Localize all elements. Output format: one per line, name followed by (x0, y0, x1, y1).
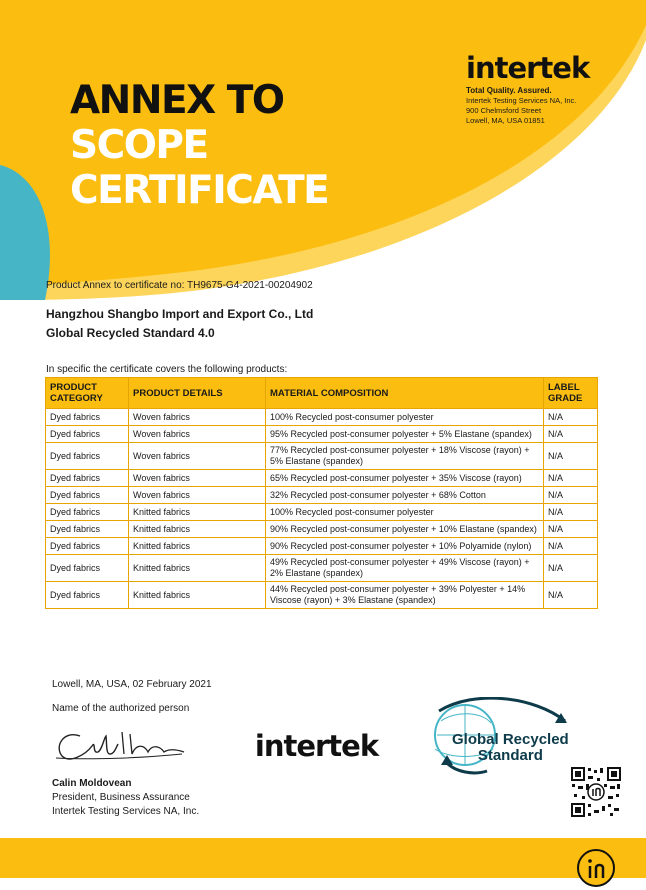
cell-composition: 77% Recycled post-consumer polyester + 18% Viscose (rayon) + 5% Elastane (spandex) (266, 443, 544, 470)
cell-grade: N/A (544, 504, 598, 521)
cell-details: Knitted fabrics (129, 521, 266, 538)
cell-category: Dyed fabrics (46, 443, 129, 470)
table-row (46, 582, 598, 609)
cell-details: Woven fabrics (129, 409, 266, 426)
title-line-3: CERTIFICATE (70, 168, 329, 213)
table-row (46, 487, 598, 504)
cell-composition: 65% Recycled post-consumer polyester + 35% Viscose (rayon) (266, 470, 544, 487)
cell-category: Dyed fabrics (46, 409, 129, 426)
cell-composition: 95% Recycled post-consumer polyester + 5% Elastane (spandex) (266, 426, 544, 443)
cell-grade: N/A (544, 538, 598, 555)
cell-category: Dyed fabrics (46, 555, 129, 582)
cell-composition: 32% Recycled post-consumer polyester + 68% Cotton (266, 487, 544, 504)
signer-title: President, Business Assurance (52, 792, 190, 803)
cell-details: Knitted fabrics (129, 555, 266, 582)
cell-grade: N/A (544, 521, 598, 538)
cell-category: Dyed fabrics (46, 538, 129, 555)
cell-category: Dyed fabrics (46, 426, 129, 443)
table-row (46, 555, 598, 582)
header-composition: MATERIAL COMPOSITION (266, 378, 544, 409)
cell-details: Woven fabrics (129, 487, 266, 504)
table-row (46, 521, 598, 538)
issuer-block (466, 52, 616, 126)
table-header-row (46, 378, 598, 409)
table-row (46, 538, 598, 555)
cell-category: Dyed fabrics (46, 487, 129, 504)
page-title (70, 78, 328, 213)
title-line-1: ANNEX TO (70, 78, 284, 123)
cell-composition: 90% Recycled post-consumer polyester + 10% Elastane (spandex) (266, 521, 544, 538)
header-details: PRODUCT DETAILS (129, 378, 266, 409)
cell-grade: N/A (544, 426, 598, 443)
cell-composition: 100% Recycled post-consumer polyester (266, 409, 544, 426)
issuer-address-3: Lowell, MA, USA 01851 (466, 116, 545, 125)
cell-details: Knitted fabrics (129, 582, 266, 609)
center-logo-text: intertek (254, 729, 379, 763)
products-table (45, 377, 598, 609)
cell-grade: N/A (544, 487, 598, 504)
table-row (46, 409, 598, 426)
table-row (46, 504, 598, 521)
signer-company: Intertek Testing Services NA, Inc. (52, 806, 200, 817)
title-line-2: SCOPE (70, 123, 208, 168)
cell-details: Knitted fabrics (129, 504, 266, 521)
cell-composition: 49% Recycled post-consumer polyester + 49% Viscose (rayon) + 2% Elastane (spandex) (266, 555, 544, 582)
signer-name: Calin Moldovean (52, 778, 132, 789)
cell-category: Dyed fabrics (46, 504, 129, 521)
cell-composition: 44% Recycled post-consumer polyester + 39% Polyester + 14% Viscose (rayon) + 3% Elastane (spandex) (266, 582, 544, 609)
table-row (46, 470, 598, 487)
cell-composition: 90% Recycled post-consumer polyester + 10% Polyamide (nylon) (266, 538, 544, 555)
cell-grade: N/A (544, 582, 598, 609)
issuer-tagline: Total Quality. Assured. (466, 86, 552, 95)
header-category: PRODUCT CATEGORY (46, 378, 129, 409)
standard-name: Global Recycled Standard 4.0 (46, 326, 215, 340)
header-grade: LABEL GRADE (544, 378, 598, 409)
intertek-logo: intertek (466, 51, 590, 85)
cell-details: Woven fabrics (129, 426, 266, 443)
place-date: Lowell, MA, USA, 02 February 2021 (52, 679, 212, 690)
cell-details: Knitted fabrics (129, 538, 266, 555)
issuer-address-1: Intertek Testing Services NA, Inc. (466, 96, 577, 105)
authorized-label: Name of the authorized person (52, 703, 190, 714)
cell-category: Dyed fabrics (46, 470, 129, 487)
grs-logo-text (452, 732, 569, 764)
cell-grade: N/A (544, 470, 598, 487)
cell-details: Woven fabrics (129, 443, 266, 470)
annex-number: Product Annex to certificate no: TH9675-G4-2021-00204902 (46, 280, 313, 291)
footer-bar (0, 838, 646, 878)
cell-grade: N/A (544, 409, 598, 426)
cell-details: Woven fabrics (129, 470, 266, 487)
cell-grade: N/A (544, 555, 598, 582)
cell-composition: 100% Recycled post-consumer polyester (266, 504, 544, 521)
intertek-center-logo (234, 715, 399, 777)
cell-grade: N/A (544, 443, 598, 470)
table-row (46, 426, 598, 443)
textile-exchange-icon (574, 846, 618, 890)
grs-line-1: Global Recycled (452, 731, 569, 748)
cell-category: Dyed fabrics (46, 521, 129, 538)
table-row (46, 443, 598, 470)
signature-icon (52, 724, 187, 766)
company-name: Hangzhou Shangbo Import and Export Co., Ltd (46, 307, 314, 321)
intro-text: In specific the certificate covers the following products: (46, 364, 288, 375)
issuer-address-2: 900 Chelmsford Street (466, 106, 542, 115)
qr-code-icon (570, 766, 622, 818)
grs-line-2: Standard (477, 747, 543, 764)
cell-category: Dyed fabrics (46, 582, 129, 609)
